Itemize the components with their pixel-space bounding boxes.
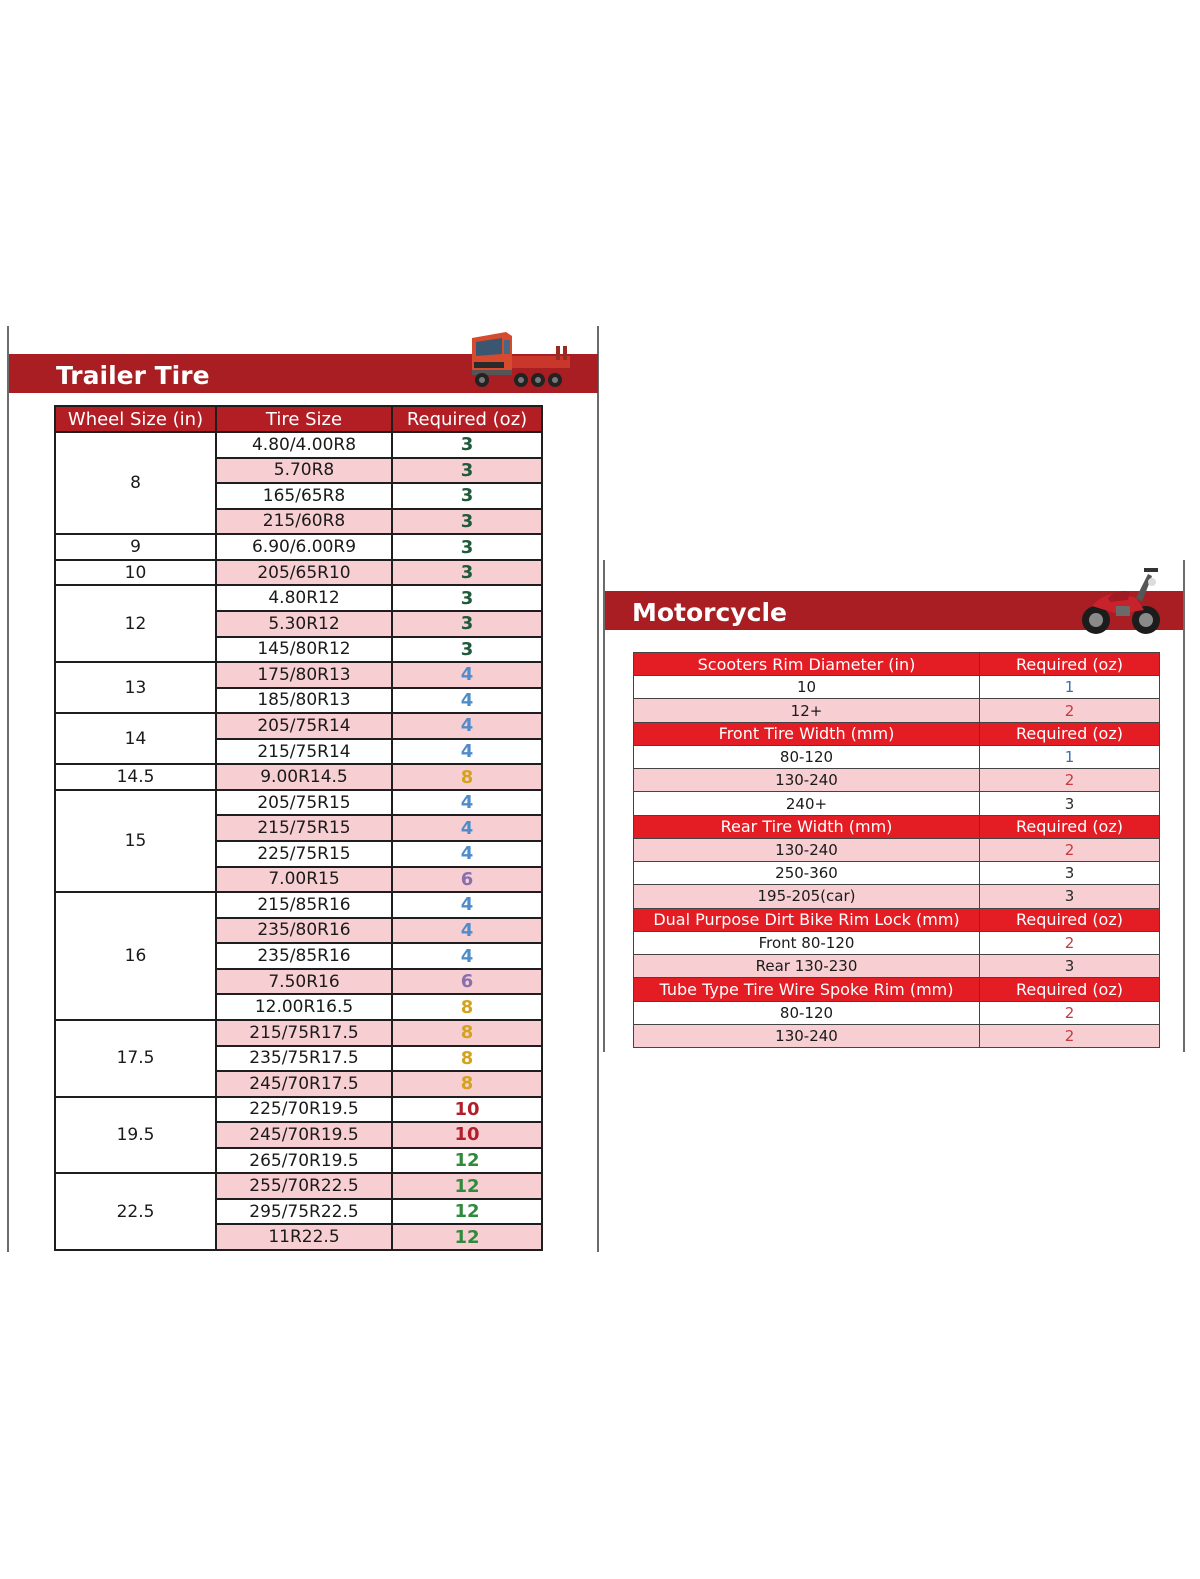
section-header-label: Front Tire Width (mm) (634, 722, 980, 745)
tire-size-cell: 215/85R16 (216, 892, 392, 918)
size-cell: Rear 130-230 (634, 955, 980, 978)
section-header-row (634, 815, 1160, 838)
required-oz-cell: 4 (392, 790, 542, 816)
tire-size-cell: 12.00R16.5 (216, 994, 392, 1020)
tire-size-cell: 205/75R14 (216, 713, 392, 739)
table-row (634, 955, 1160, 978)
trailer-header-row (55, 406, 542, 432)
required-oz-cell: 2 (980, 931, 1160, 954)
required-oz-cell: 4 (392, 918, 542, 944)
table-row (634, 1024, 1160, 1047)
section-header-required: Required (oz) (980, 908, 1160, 931)
size-cell: 195-205(car) (634, 885, 980, 908)
table-row (634, 699, 1160, 722)
trailer-panel-right-border (597, 326, 599, 1252)
required-oz-cell: 3 (980, 862, 1160, 885)
table-row (55, 892, 542, 918)
tire-size-cell: 205/65R10 (216, 560, 392, 586)
table-row (55, 560, 542, 586)
tire-size-cell: 245/70R17.5 (216, 1071, 392, 1097)
required-oz-cell: 8 (392, 764, 542, 790)
table-row (634, 792, 1160, 815)
size-cell: 130-240 (634, 769, 980, 792)
tire-size-cell: 225/75R15 (216, 841, 392, 867)
tire-size-cell: 175/80R13 (216, 662, 392, 688)
section-header-label: Dual Purpose Dirt Bike Rim Lock (mm) (634, 908, 980, 931)
size-cell: Front 80-120 (634, 931, 980, 954)
table-row (55, 713, 542, 739)
required-oz-cell: 8 (392, 994, 542, 1020)
section-header-required: Required (oz) (980, 653, 1160, 676)
trailer-title: Trailer Tire (56, 361, 210, 390)
required-oz-cell: 3 (392, 432, 542, 458)
tire-size-cell: 9.00R14.5 (216, 764, 392, 790)
section-header-required: Required (oz) (980, 722, 1160, 745)
tire-size-cell: 215/60R8 (216, 509, 392, 535)
tire-size-cell: 215/75R17.5 (216, 1020, 392, 1046)
table-row (634, 885, 1160, 908)
tire-size-cell: 7.00R15 (216, 867, 392, 893)
required-oz-cell: 3 (980, 885, 1160, 908)
tire-size-cell: 265/70R19.5 (216, 1148, 392, 1174)
wheel-size-cell: 14 (55, 713, 216, 764)
table-row (634, 745, 1160, 768)
wheel-size-cell: 14.5 (55, 764, 216, 790)
tire-size-cell: 6.90/6.00R9 (216, 534, 392, 560)
required-oz-cell: 12 (392, 1148, 542, 1174)
required-oz-cell: 12 (392, 1224, 542, 1250)
required-oz-cell: 12 (392, 1199, 542, 1225)
tire-size-cell: 4.80R12 (216, 585, 392, 611)
section-header-label: Scooters Rim Diameter (in) (634, 653, 980, 676)
wheel-size-cell: 13 (55, 662, 216, 713)
table-row (55, 1173, 542, 1199)
trailer-table-body (55, 432, 542, 1250)
truck-illustration (466, 326, 576, 394)
size-cell: 250-360 (634, 862, 980, 885)
motorcycle-table (633, 652, 1160, 1048)
required-oz-cell: 4 (392, 713, 542, 739)
section-header-label: Rear Tire Width (mm) (634, 815, 980, 838)
motorcycle-illustration (1078, 562, 1164, 640)
tire-size-cell: 145/80R12 (216, 637, 392, 663)
required-oz-cell: 10 (392, 1097, 542, 1123)
required-oz-cell: 4 (392, 815, 542, 841)
trailer-tire-table (54, 405, 543, 1251)
required-oz-cell: 3 (392, 637, 542, 663)
required-oz-cell: 12 (392, 1173, 542, 1199)
wheel-size-cell: 15 (55, 790, 216, 892)
size-cell: 240+ (634, 792, 980, 815)
required-oz-cell: 1 (980, 745, 1160, 768)
required-oz-cell: 1 (980, 676, 1160, 699)
table-row (55, 585, 542, 611)
table-row (634, 838, 1160, 861)
tire-size-cell: 5.30R12 (216, 611, 392, 637)
table-row (634, 862, 1160, 885)
required-oz-cell: 3 (392, 585, 542, 611)
size-cell: 10 (634, 676, 980, 699)
trailer-panel-left-border (7, 326, 9, 1252)
wheel-size-cell: 10 (55, 560, 216, 586)
tire-size-cell: 235/80R16 (216, 918, 392, 944)
tire-size-cell: 4.80/4.00R8 (216, 432, 392, 458)
required-oz-cell: 2 (980, 1024, 1160, 1047)
required-oz-cell: 3 (980, 955, 1160, 978)
required-oz-cell: 2 (980, 699, 1160, 722)
required-oz-cell: 8 (392, 1020, 542, 1046)
table-row (55, 1020, 542, 1046)
section-header-label: Tube Type Tire Wire Spoke Rim (mm) (634, 978, 980, 1001)
tire-size-cell: 225/70R19.5 (216, 1097, 392, 1123)
tire-size-cell: 245/70R19.5 (216, 1122, 392, 1148)
wheel-size-cell: 17.5 (55, 1020, 216, 1097)
size-cell: 80-120 (634, 1001, 980, 1024)
tire-size-cell: 255/70R22.5 (216, 1173, 392, 1199)
motorcycle-title: Motorcycle (632, 598, 787, 627)
tire-size-cell: 205/75R15 (216, 790, 392, 816)
moto-panel-left-border (603, 560, 605, 1052)
table-row (55, 790, 542, 816)
tire-size-cell: 5.70R8 (216, 458, 392, 484)
required-oz-cell: 4 (392, 892, 542, 918)
required-oz-cell: 4 (392, 662, 542, 688)
size-cell: 12+ (634, 699, 980, 722)
required-oz-cell: 2 (980, 1001, 1160, 1024)
section-header-row (634, 722, 1160, 745)
size-cell: 80-120 (634, 745, 980, 768)
required-oz-cell: 2 (980, 838, 1160, 861)
table-row (55, 662, 542, 688)
header-required-oz: Required (oz) (392, 406, 542, 432)
motorcycle-table-body (634, 653, 1160, 1048)
wheel-size-cell: 8 (55, 432, 216, 534)
section-header-row (634, 978, 1160, 1001)
required-oz-cell: 3 (392, 483, 542, 509)
section-header-required: Required (oz) (980, 978, 1160, 1001)
wheel-size-cell: 12 (55, 585, 216, 662)
tire-size-cell: 215/75R14 (216, 739, 392, 765)
required-oz-cell: 6 (392, 867, 542, 893)
table-row (55, 1097, 542, 1123)
required-oz-cell: 10 (392, 1122, 542, 1148)
table-row (634, 676, 1160, 699)
tire-size-cell: 185/80R13 (216, 688, 392, 714)
table-row (55, 432, 542, 458)
tire-size-cell: 11R22.5 (216, 1224, 392, 1250)
tire-size-cell: 295/75R22.5 (216, 1199, 392, 1225)
tire-size-cell: 7.50R16 (216, 969, 392, 995)
required-oz-cell: 3 (392, 509, 542, 535)
required-oz-cell: 3 (980, 792, 1160, 815)
required-oz-cell: 6 (392, 969, 542, 995)
tire-size-cell: 235/75R17.5 (216, 1046, 392, 1072)
section-header-row (634, 653, 1160, 676)
required-oz-cell: 3 (392, 458, 542, 484)
moto-panel-right-border (1183, 560, 1185, 1052)
table-row (634, 1001, 1160, 1024)
table-row (634, 931, 1160, 954)
table-row (55, 534, 542, 560)
section-header-row (634, 908, 1160, 931)
required-oz-cell: 2 (980, 769, 1160, 792)
wheel-size-cell: 19.5 (55, 1097, 216, 1174)
tire-size-cell: 235/85R16 (216, 943, 392, 969)
required-oz-cell: 3 (392, 560, 542, 586)
size-cell: 130-240 (634, 1024, 980, 1047)
wheel-size-cell: 9 (55, 534, 216, 560)
wheel-size-cell: 22.5 (55, 1173, 216, 1250)
required-oz-cell: 4 (392, 943, 542, 969)
required-oz-cell: 3 (392, 611, 542, 637)
wheel-size-cell: 16 (55, 892, 216, 1020)
section-header-required: Required (oz) (980, 815, 1160, 838)
table-row (55, 764, 542, 790)
required-oz-cell: 3 (392, 534, 542, 560)
header-tire-size: Tire Size (216, 406, 392, 432)
size-cell: 130-240 (634, 838, 980, 861)
table-row (634, 769, 1160, 792)
required-oz-cell: 8 (392, 1046, 542, 1072)
required-oz-cell: 4 (392, 739, 542, 765)
required-oz-cell: 4 (392, 841, 542, 867)
tire-size-cell: 215/75R15 (216, 815, 392, 841)
tire-size-cell: 165/65R8 (216, 483, 392, 509)
required-oz-cell: 8 (392, 1071, 542, 1097)
required-oz-cell: 4 (392, 688, 542, 714)
header-wheel-size: Wheel Size (in) (55, 406, 216, 432)
